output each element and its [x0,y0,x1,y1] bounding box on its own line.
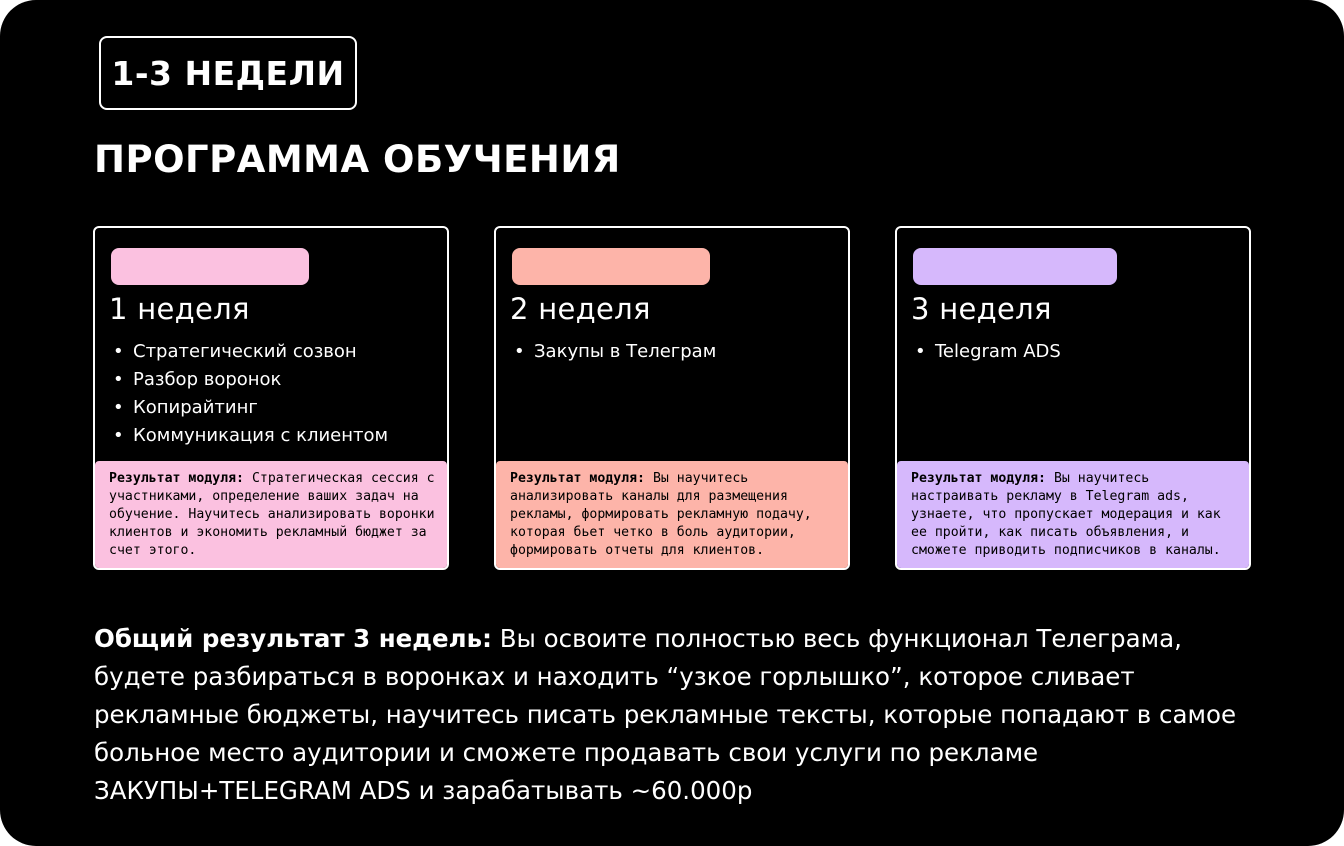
result-label: Результат модуля: [510,471,645,486]
list-item: • Закупы в Телеграм [514,338,716,366]
week-2-accent-bar [512,248,710,285]
week-3-heading: 3 неделя [911,292,1052,326]
result-text: Вы научитесь анализировать каналы для размещения рекламы, формировать рекламную подачу, которая бьет четко в боль аудитории, формировать отчеты для клиентов. [510,471,812,558]
week-card-3 [895,226,1251,570]
week-2-heading: 2 неделя [510,292,651,326]
result-text: Стратегическая сессия с участниками, определение ваших задач на обучение. Научитесь анализировать воронки клиентов и экономить рекламный бюджет за счет этого. [109,471,435,558]
bullet-icon: • [915,341,926,362]
page-title: ПРОГРАММА ОБУЧЕНИЯ [94,138,621,181]
week-1-result [95,461,447,569]
list-item: • Разбор воронок [113,366,388,394]
week-3-result [897,461,1249,569]
bullet-icon: • [113,369,124,390]
result-text: Вы научитесь настраивать рекламу в Telegram ads, узнаете, что пропускает модерация и как ее пройти, как писать объявления, и сможете приводить подписчиков в каналы. [911,471,1221,558]
overall-result-text: Вы освоите полностью весь функционал Телеграма, будете разбираться в воронках и находить “узкое горлышко”, которое сливает рекламные бюджеты, научитесь писать рекламные тексты, которые попадают в самое больное место аудитории и сможете продавать свои услуги по рекламе ЗАКУПЫ+TELEGRAM ADS и зарабатывать ~60.000р [94,624,1237,805]
result-label: Результат модуля: [109,471,244,486]
week-1-accent-bar [111,248,309,285]
week-3-accent-bar [913,248,1117,285]
result-label: Результат модуля: [911,471,1046,486]
bullet-icon: • [514,341,525,362]
bullet-icon: • [113,397,124,418]
week-2-topic-list [514,338,716,366]
list-item: • Коммуникация с клиентом [113,422,388,450]
week-1-heading: 1 неделя [109,292,250,326]
week-card-2 [494,226,850,570]
list-item: • Telegram ADS [915,338,1061,366]
duration-badge [99,36,357,110]
week-1-topic-list [113,338,388,450]
week-3-topic-list [915,338,1061,366]
list-item: • Копирайтинг [113,394,388,422]
bullet-icon: • [113,425,124,446]
week-card-1 [93,226,449,570]
list-item: • Стратегический созвон [113,338,388,366]
week-2-result [496,461,848,569]
bullet-icon: • [113,341,124,362]
overall-result [94,620,1264,810]
duration-badge-label: 1-3 НЕДЕЛИ [111,53,345,93]
overall-result-label: Общий результат 3 недель: [94,624,492,653]
